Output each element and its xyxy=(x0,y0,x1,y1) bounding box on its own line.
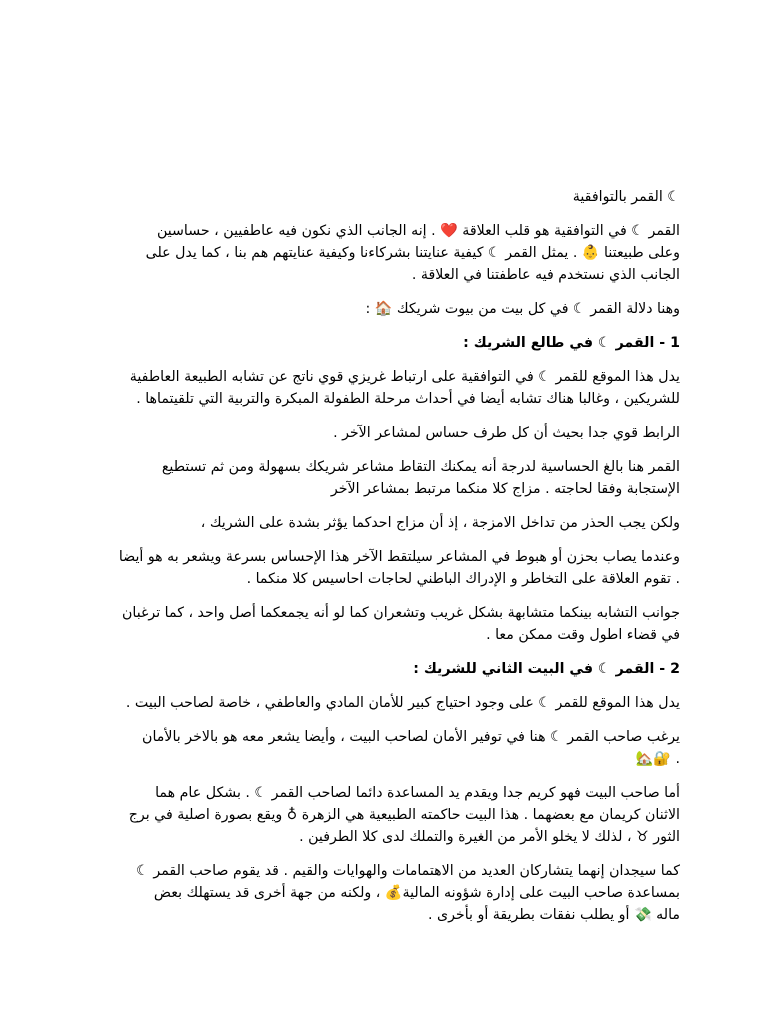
text-line: الإستجابة وفقا لحاجته . مزاج كلا منكما مرتبط بمشاعر الآخر xyxy=(330,481,680,497)
paragraph-gap xyxy=(88,680,680,692)
text-line: للشريكين ، وغالبا هناك تشابه أيضا في أحداث مرحلة الطفولة المبكرة والتربية التي تلقيتماها . xyxy=(136,391,680,407)
text-line: يرغب صاحب القمر ☾ هنا في توفير الأمان لصاحب البيت ، وأيضا يشعر معه هو بالاخر بالأمان xyxy=(142,729,680,745)
text-line: 2 - القمر ☾ في البيت الثاني للشريك : xyxy=(413,661,680,677)
text-line: الرابط قوي جدا بحيث أن كل طرف حساس لمشاعر الآخر . xyxy=(333,425,680,441)
paragraph xyxy=(88,456,680,500)
text-line: ☾ القمر بالتوافقية xyxy=(572,189,680,205)
paragraph xyxy=(88,186,680,208)
text-line: وعلى طبيعتنا 👶 . يمثل القمر ☾ كيفية عنايتنا بشركاءنا وكيفية عنايتهم هم بنا ، كما يدل على xyxy=(145,245,680,261)
text-line: أما صاحب البيت فهو كريم جدا ويقدم يد المساعدة دائما لصاحب القمر ☾ . بشكل عام هما xyxy=(155,785,680,801)
paragraph-gap xyxy=(88,714,680,726)
text-line: الثور ♉ ، لذلك لا يخلو الأمر من الغيرة والتملك لدى كلا الطرفين . xyxy=(299,829,680,845)
text-line: 🏡🔐 . xyxy=(635,751,680,767)
text-line: ماله 💸 أو يطلب نفقات بطريقة أو بأخرى . xyxy=(427,907,680,923)
paragraph-gap xyxy=(88,410,680,422)
text-line: بمساعدة صاحب البيت على إدارة شؤونه المالية💰 ، ولكنه من جهة أخرى قد يستهلك بعض xyxy=(153,885,680,901)
text-line: وهنا دلالة القمر ☾ في كل بيت من بيوت شريكك 🏠 : xyxy=(365,301,680,317)
paragraph-gap xyxy=(88,590,680,602)
paragraph xyxy=(88,692,680,714)
paragraph-gap xyxy=(88,646,680,658)
paragraph xyxy=(88,512,680,534)
paragraph xyxy=(88,726,680,770)
section-heading xyxy=(88,332,680,354)
section-heading xyxy=(88,658,680,680)
paragraph-gap xyxy=(88,534,680,546)
paragraph-gap xyxy=(88,354,680,366)
paragraph-gap xyxy=(88,848,680,860)
paragraph xyxy=(88,298,680,320)
text-line: الجانب الذي نستخدم فيه عاطفتنا في العلاقة . xyxy=(411,267,680,283)
paragraph xyxy=(88,422,680,444)
text-line: يدل هذا الموقع للقمر ☾ على وجود احتياج كبير للأمان المادي والعاطفي ، خاصة لصاحب البيت . xyxy=(125,695,680,711)
paragraph-gap xyxy=(88,444,680,456)
text-line: كما سيجدان إنهما يتشاركان العديد من الاهتمامات والهوايات والقيم . قد يقوم صاحب القمر ☾ xyxy=(136,863,680,879)
paragraph-gap xyxy=(88,286,680,298)
text-line: 1 - القمر ☾ في طالع الشريك : xyxy=(463,335,680,351)
paragraph xyxy=(88,546,680,590)
text-line: في قضاء اطول وقت ممكن معا . xyxy=(486,627,680,643)
text-line: القمر هنا بالغ الحساسية لدرجة أنه يمكنك التقاط مشاعر شريكك بسهولة ومن ثم تستطيع xyxy=(161,459,680,475)
paragraph-gap xyxy=(88,770,680,782)
text-line: القمر ☾ في التوافقية هو قلب العلاقة ❤️ . إنه الجانب الذي نكون فيه عاطفيين ، حساسين xyxy=(156,223,680,239)
text-line: يدل هذا الموقع للقمر ☾ في التوافقية على ارتباط غريزي قوي ناتج عن تشابه الطبيعة العاطفية xyxy=(129,369,680,385)
paragraph-gap xyxy=(88,500,680,512)
paragraph xyxy=(88,602,680,646)
paragraph xyxy=(88,366,680,410)
text-line: ولكن يجب الحذر من تداخل الامزجة ، إذ أن مزاج احدكما يؤثر بشدة على الشريك ، xyxy=(200,515,680,531)
paragraph-gap xyxy=(88,208,680,220)
paragraph xyxy=(88,860,680,926)
text-line: جوانب التشابه بينكما متشابهة بشكل غريب وتشعران كما لو أنه يجمعكما أصل واحد ، كما ترغبان xyxy=(121,605,680,621)
paragraph-gap xyxy=(88,320,680,332)
paragraph xyxy=(88,782,680,848)
text-line: الاثنان كريمان مع بعضهما . هذا البيت حاكمته الطبيعية هي الزهرة ♁ ويقع بصورة اصلية في برج xyxy=(128,807,680,823)
text-line: وعندما يصاب بحزن أو هبوط في المشاعر سيلتقط الآخر هذا الإحساس بسرعة ويشعر به هو أيضا xyxy=(118,549,680,565)
text-line: . تقوم العلاقة على التخاطر و الإدراك الباطني لحاجات احاسيس كلا منكما . xyxy=(246,571,680,587)
paragraph xyxy=(88,220,680,286)
